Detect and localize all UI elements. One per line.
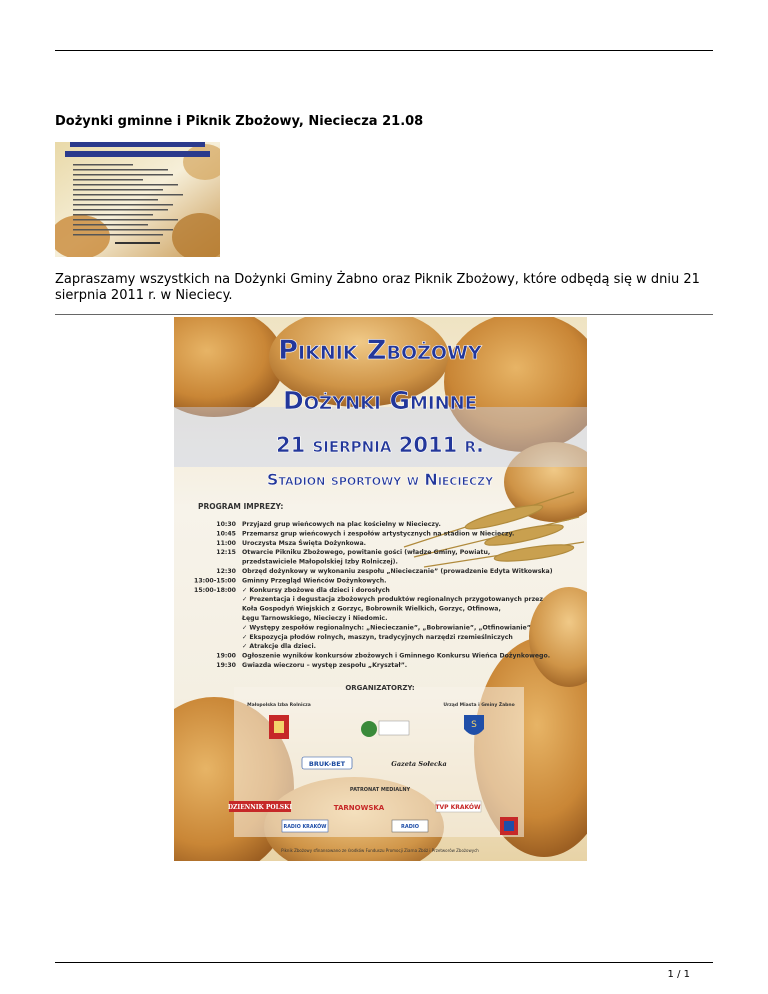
radio-logo (392, 820, 428, 832)
radio-krakow-logo (282, 820, 328, 832)
program-item: Gwiazda wieczoru – występ zespołu „Kryształ”. (242, 662, 408, 669)
gok-logo-icon (361, 721, 409, 737)
svg-text:TVP KRAKÓW: TVP KRAKÓW (435, 804, 481, 811)
dziennik-polski-logo (228, 801, 293, 812)
zabno-crest-icon (464, 715, 484, 735)
top-divider (55, 50, 713, 51)
program-item: Ogłoszenie wyników konkursów zbożowych i Gminnego Konkursu Wieńca Dożynkowego. (242, 652, 551, 660)
svg-text:RADIO: RADIO (401, 824, 419, 830)
program-item: Gminny Przegląd Wieńców Dożynkowych. (242, 577, 387, 585)
gazeta-solecka-logo: Gazeta Sołecka (391, 760, 447, 768)
tarnowska-logo: TARNOWSKA (333, 804, 385, 812)
program-item: Łęgu Tarnowskiego, Niecieczy i Niedomic. (242, 615, 388, 622)
patronage-label: PATRONAT MEDIALNY (349, 787, 411, 793)
program-item: ✓ Ekspozycja płodów rolnych, maszyn, tradycyjnych narzędzi rzemieślniczych (242, 633, 513, 641)
event-poster[interactable] (174, 317, 587, 861)
svg-text:S: S (471, 720, 477, 730)
program-item: Przemarsz grup wieńcowych i zespołów artystycznych na stadion w Niecieczy. (242, 530, 515, 538)
program-item: Uroczysta Msza Święta Dożynkowa. (242, 539, 367, 547)
program-item: ✓ Atrakcje dla dzieci. (242, 643, 316, 651)
program-time: 15:00-18:00 (194, 586, 236, 594)
svg-text:DZIENNIK POLSKI: DZIENNIK POLSKI (227, 804, 293, 811)
program-time: 19:30 (216, 662, 236, 669)
program-item: Obrzęd dożynkowy w wykonaniu zespołu „Niecieczanie” (prowadzenie Edyta Witkowska) (242, 568, 553, 575)
program-time: 13:00-15:00 (194, 577, 236, 585)
program-item: ✓ Konkursy zbożowe dla dzieci i dorosłych (242, 586, 390, 594)
tvp-tile-logo (500, 817, 518, 835)
svg-text:BRUK-BET: BRUK-BET (308, 760, 346, 768)
program-item: Przyjazd grup wieńcowych na plac kościelny w Niecieczy. (242, 521, 441, 528)
program-time: 19:00 (216, 652, 236, 660)
program-time: 12:30 (216, 568, 236, 575)
program-item: Otwarcie Pikniku Zbożowego, powitanie gości (władze Gminy, Powiatu, (242, 549, 491, 557)
article-title: Dożynki gminne i Piknik Zbożowy, Nieciecza 21.08 (55, 114, 424, 129)
poster-date: 21 sierpnia 2011 r. (275, 433, 485, 457)
poster-headline-1: Piknik Zbożowy (278, 335, 482, 366)
malopolska-crest-icon (269, 715, 289, 739)
bruk-bet-logo (302, 757, 352, 769)
program-item: przedstawiciele Małopolskiej Izby Rolniczej). (242, 558, 398, 566)
page-indicator: 1 / 1 (667, 969, 690, 980)
program-item: Koła Gospodyń Wiejskich z Gorzyc, Bobrownik Wielkich, Gorzyc, Otfinowa, (242, 605, 501, 613)
intro-paragraph: Zapraszamy wszystkich na Dożynki Gminy Żabno oraz Piknik Zbożowy, które odbędą się w dniu 21 sierpnia 2011 r. w Nieciecy. (55, 272, 700, 303)
footer-divider (55, 962, 713, 963)
poster-thumbnail[interactable] (55, 142, 220, 257)
svg-text:RADIO KRAKÓW: RADIO KRAKÓW (283, 825, 327, 830)
organizer-2-label: Urząd Miasta i Gminy Żabno (443, 703, 515, 708)
organizer-1-label: Małopolska Izba Rolnicza (247, 703, 311, 708)
program-item: ✓ Występy zespołów regionalnych: „Niecieczanie”, „Bobrowianie”, „Otfinowianie” (242, 624, 531, 632)
poster-footnote: Piknik Zbożowy sfinansowano ze środków Funduszu Promocji Ziarna Zbóż i Przetworów Zbożowych (281, 848, 479, 853)
poster-headline-2: Dożynki Gminne (282, 386, 478, 415)
poster-venue: Stadion sportowy w Niecieczy (266, 470, 494, 489)
tvp-krakow-logo (435, 801, 481, 812)
program-time: 10:30 (216, 521, 236, 528)
program-time: 11:00 (216, 539, 236, 547)
program-time: 10:45 (216, 530, 236, 538)
content-divider (55, 314, 713, 315)
program-label: PROGRAM IMPREZY: (198, 502, 284, 511)
organizers-label: ORGANIZATORZY: (345, 684, 415, 692)
program-time: 12:15 (216, 549, 236, 557)
program-item: ✓ Prezentacja i degustacja zbożowych produktów regionalnych przygotowanych przez (242, 596, 543, 604)
